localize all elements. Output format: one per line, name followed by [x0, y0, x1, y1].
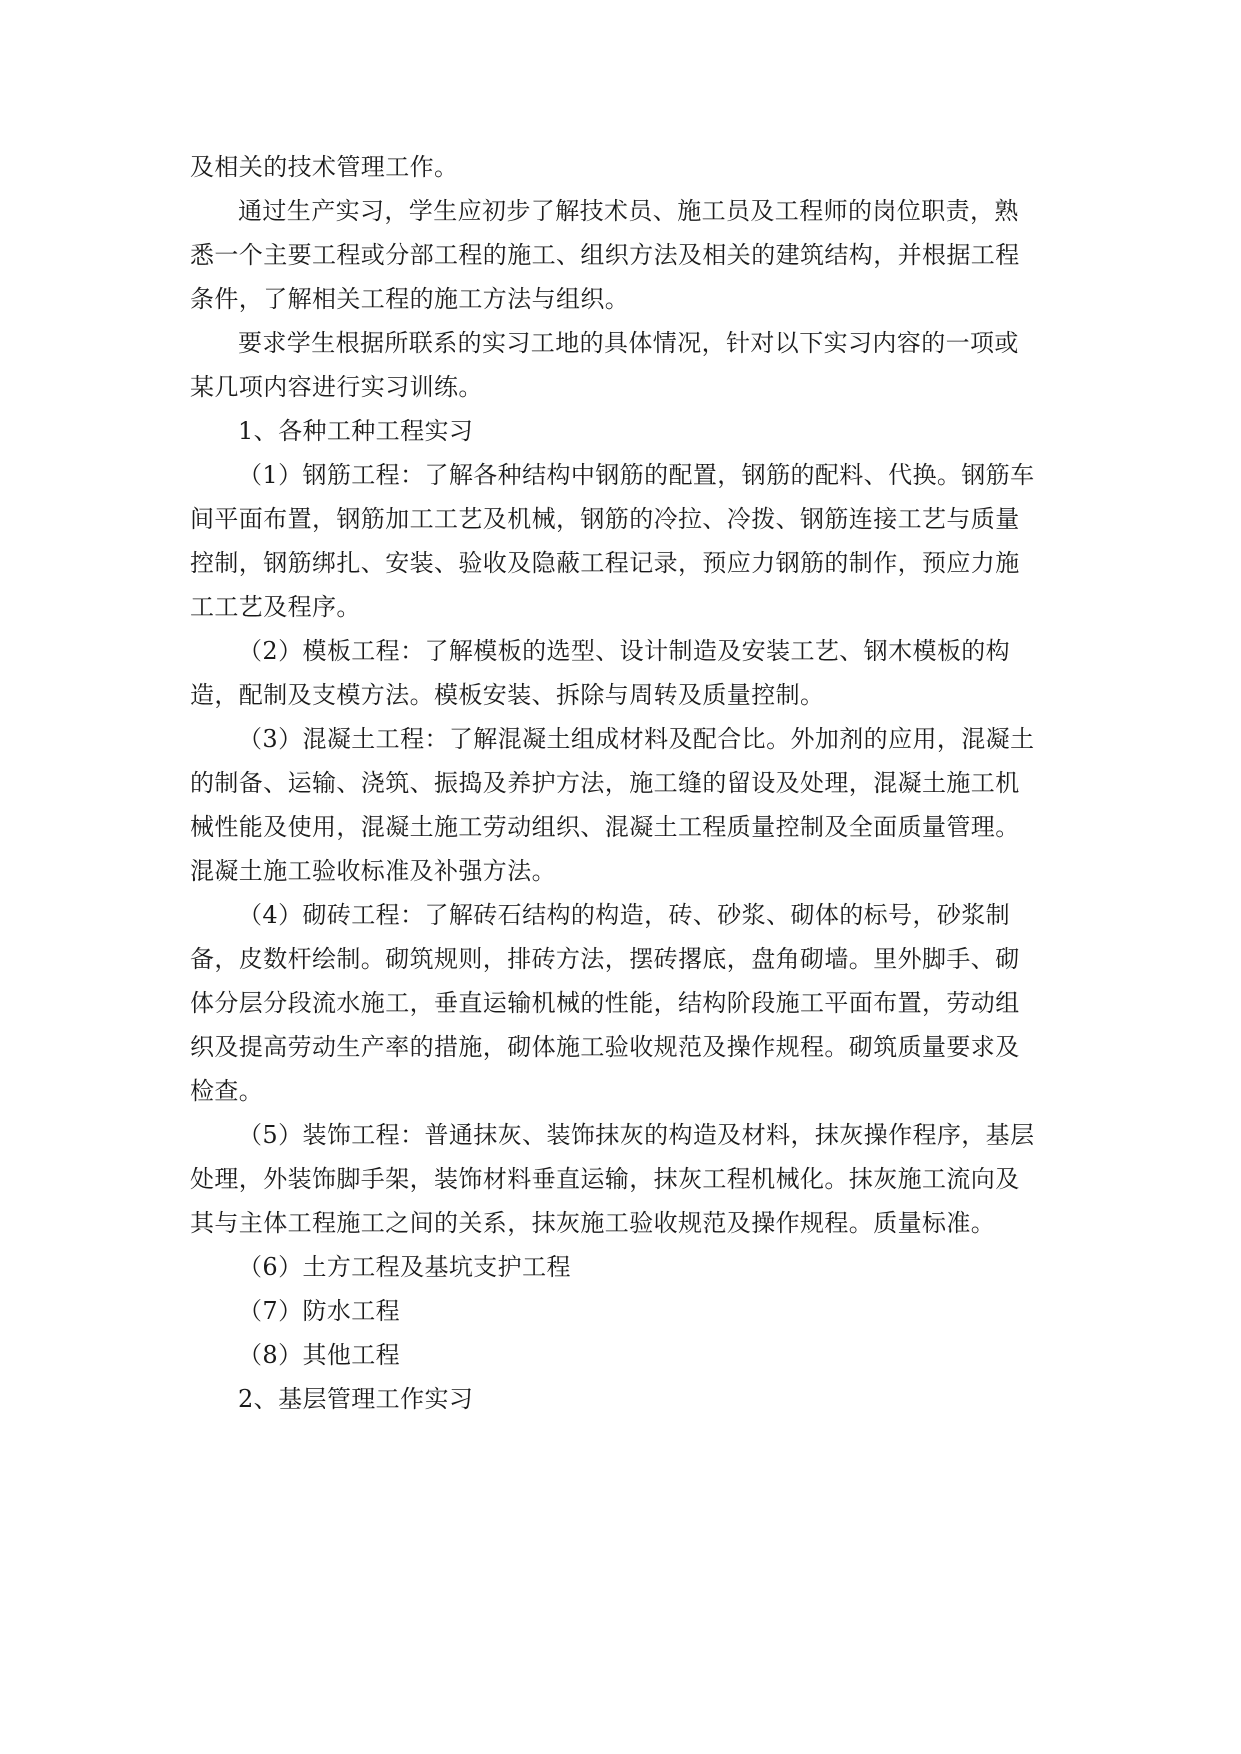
- section-heading: 2、基层管理工作实习: [238, 1385, 474, 1413]
- paragraph-line: 悉一个主要工程或分部工程的施工、组织方法及相关的建筑结构，并根据工程: [190, 241, 1020, 269]
- paragraph-line: 织及提高劳动生产率的措施，砌体施工验收规范及操作规程。砌筑质量要求及: [190, 1033, 1020, 1061]
- paragraph-line: 条件，了解相关工程的施工方法与组织。: [190, 285, 630, 313]
- paragraph-line: （2）模板工程：了解模板的选型、设计制造及安装工艺、钢木模板的构: [238, 637, 1011, 665]
- paragraph-line: 某几项内容进行实习训练。: [190, 373, 483, 401]
- section-heading: 1、各种工种工程实习: [238, 417, 474, 445]
- paragraph-line: 体分层分段流水施工，垂直运输机械的性能，结构阶段施工平面布置，劳动组: [190, 989, 1020, 1017]
- paragraph-line: （1）钢筋工程：了解各种结构中钢筋的配置，钢筋的配料、代换。钢筋车: [238, 461, 1035, 489]
- paragraph-line: 检查。: [190, 1077, 264, 1105]
- paragraph-line: 其与主体工程施工之间的关系，抹灰施工验收规范及操作规程。质量标准。: [190, 1209, 996, 1237]
- paragraph-line: （5）装饰工程：普通抹灰、装饰抹灰的构造及材料，抹灰操作程序，基层: [238, 1121, 1035, 1149]
- list-item: （6）土方工程及基坑支护工程: [238, 1253, 571, 1281]
- paragraph-line: 的制备、运输、浇筑、振捣及养护方法，施工缝的留设及处理，混凝土施工机: [190, 769, 1020, 797]
- paragraph-line: 混凝土施工验收标准及补强方法。: [190, 857, 556, 885]
- paragraph-line: 械性能及使用，混凝土施工劳动组织、混凝土工程质量控制及全面质量管理。: [190, 813, 1020, 841]
- paragraph-line: 备，皮数杆绘制。砌筑规则，排砖方法，摆砖撂底，盘角砌墙。里外脚手、砌: [190, 945, 1020, 973]
- paragraph-line: 通过生产实习，学生应初步了解技术员、施工员及工程师的岗位职责，熟: [238, 197, 1019, 225]
- paragraph-line: 处理，外装饰脚手架，装饰材料垂直运输，抹灰工程机械化。抹灰施工流向及: [190, 1165, 1020, 1193]
- list-item: （7）防水工程: [238, 1297, 401, 1325]
- paragraph-line: 间平面布置，钢筋加工工艺及机械，钢筋的冷拉、冷拨、钢筋连接工艺与质量: [190, 505, 1020, 533]
- paragraph-line: 及相关的技术管理工作。: [190, 153, 459, 181]
- list-item: （8）其他工程: [238, 1341, 401, 1369]
- paragraph-line: 控制，钢筋绑扎、安装、验收及隐蔽工程记录，预应力钢筋的制作，预应力施: [190, 549, 1020, 577]
- paragraph-line: （4）砌砖工程：了解砖石结构的构造，砖、砂浆、砌体的标号，砂浆制: [238, 901, 1011, 929]
- paragraph-line: 造，配制及支模方法。模板安装、拆除与周转及质量控制。: [190, 681, 825, 709]
- paragraph-line: （3）混凝土工程：了解混凝土组成材料及配合比。外加剂的应用，混凝土: [238, 725, 1035, 753]
- paragraph-line: 要求学生根据所联系的实习工地的具体情况，针对以下实习内容的一项或: [238, 329, 1019, 357]
- paragraph-line: 工工艺及程序。: [190, 593, 361, 621]
